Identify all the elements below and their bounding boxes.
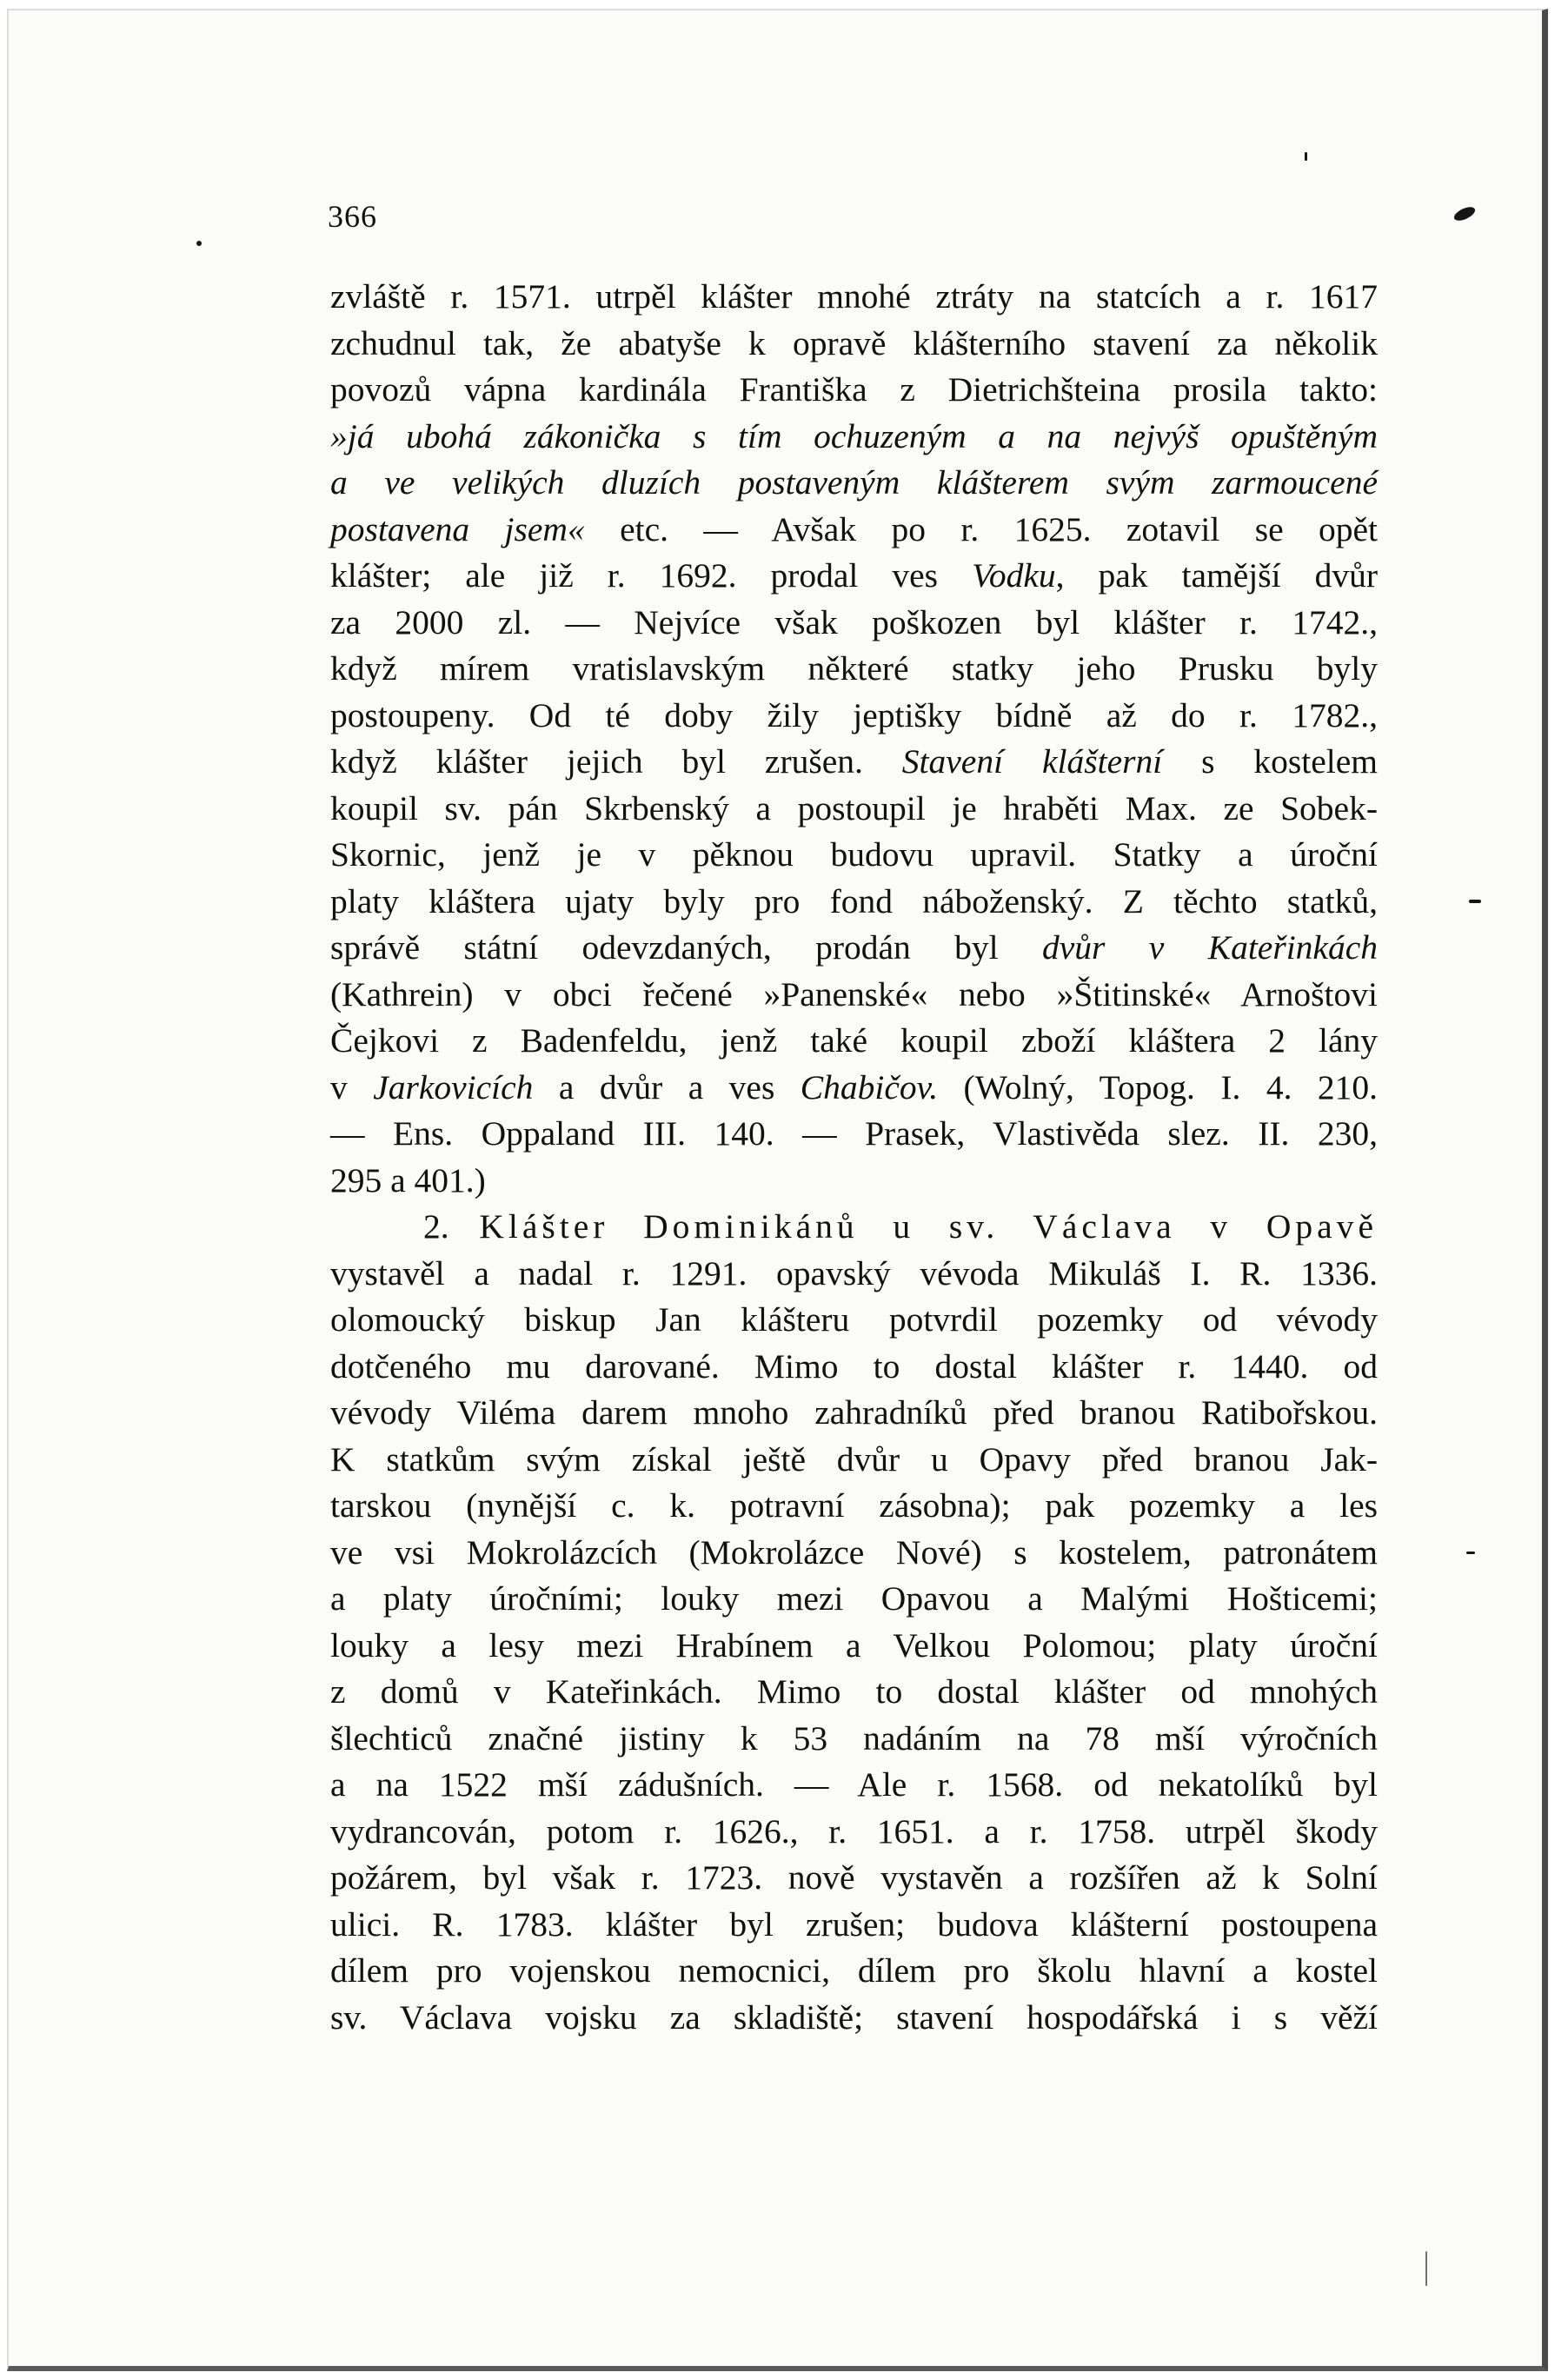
text-line <box>330 1669 1378 1716</box>
scan-speck <box>196 241 202 246</box>
text-segment: ulici. R. 1783. klášter byl zrušen; budova klášterní postoupena <box>330 1904 1378 1944</box>
text-line <box>330 879 1378 926</box>
text-segment: platy kláštera ujaty byly pro fond náboženský. Z těchto statků, <box>330 881 1378 920</box>
text-segment: Čejkovi z Badenfeldu, jenž také koupil zboží kláštera 2 lány <box>330 1021 1378 1060</box>
text-line <box>330 1390 1378 1437</box>
text-segment: vévody Viléma darem mnoho zahradníků před branou Ratibořskou. <box>330 1393 1378 1432</box>
text-segment: když mírem vratislavským některé statky jeho Prusku byly <box>330 649 1378 688</box>
text-segment: vydrancován, potom r. 1626., r. 1651. a r. 1758. utrpěl škody <box>330 1811 1378 1851</box>
italic-text-segment: »já ubohá zákonička s tím ochuzeným a na nejvýš opuštěným <box>330 416 1378 455</box>
text-line <box>330 786 1378 833</box>
page-number: 366 <box>328 199 377 234</box>
text-segment: správě státní odevzdaných, prodán byl <box>330 928 1043 967</box>
text-line <box>330 1855 1378 1902</box>
text-segment: — Ens. Oppaland III. 140. — Prasek, Vlastivěda slez. II. 230, <box>330 1114 1378 1153</box>
text-segment: postoupeny. Od té doby žily jeptišky bídně až do r. 1782., <box>330 695 1378 734</box>
text-segment: a na 1522 mší zádušních. — Ale r. 1568. od nekatolíků byl <box>330 1765 1378 1804</box>
text-segment: louky a lesy mezi Hrabínem a Velkou Polomou; platy úroční <box>330 1625 1378 1665</box>
text-line <box>330 1716 1378 1763</box>
text-line <box>330 321 1378 368</box>
text-segment: vystavěl a nadal r. 1291. opavský vévoda Mikuláš I. R. 1336. <box>330 1253 1378 1293</box>
italic-text-segment: dvůr v Kateřinkách <box>1042 928 1378 967</box>
text-line <box>330 972 1378 1019</box>
text-segment: koupil sv. pán Skrbenský a postoupil je hraběti Max. ze Sobek- <box>330 788 1378 827</box>
text-line <box>330 1158 1378 1205</box>
text-segment: zvláště r. 1571. utrpěl klášter mnohé ztráty na statcích a r. 1617 <box>330 277 1378 316</box>
italic-text-segment: Jarkovicích <box>373 1067 534 1106</box>
body-text <box>330 274 1378 2041</box>
italic-text-segment: a ve velikých dluzích postaveným klášterem svým zarmoucené <box>330 463 1378 502</box>
text-line <box>330 1995 1378 2042</box>
text-line <box>330 739 1378 786</box>
text-line <box>330 1251 1378 1298</box>
text-line <box>330 274 1378 321</box>
text-segment: Skornic, jenž je v pěknou budovu upravil. Statky a úroční <box>330 835 1378 874</box>
text-line <box>330 1297 1378 1344</box>
text-line <box>330 1623 1378 1670</box>
text-segment: dotčeného mu darované. Mimo to dostal klášter r. 1440. od <box>330 1346 1378 1386</box>
text-line <box>330 646 1378 693</box>
text-segment: zchudnul tak, že abatyše k opravě klášterního stavení za několik <box>330 323 1378 362</box>
text-segment: z domů v Kateřinkách. Mimo to dostal klášter od mnohých <box>330 1672 1378 1711</box>
text-segment: , pak tamější dvůr <box>1055 556 1378 595</box>
text-line <box>330 1344 1378 1391</box>
section-heading-text: Klášter Dominikánů u sv. Václava v Opavě <box>479 1207 1378 1246</box>
italic-text-segment: Vodku <box>972 556 1056 595</box>
text-segment: (Kathrein) v obci řečené »Panenské« nebo »Štitinské« Arnoštovi <box>330 974 1378 1013</box>
text-line <box>330 414 1378 461</box>
text-segment: v <box>330 1067 374 1106</box>
italic-text-segment: postavena jsem« <box>330 509 585 548</box>
text-segment: olomoucký biskup Jan klášteru potvrdil pozemky od vévody <box>330 1300 1378 1339</box>
text-segment: dílem pro vojenskou nemocnici, dílem pro školu hlavní a kostel <box>330 1951 1378 1990</box>
italic-text-segment: Stavení klášterní <box>901 742 1163 781</box>
text-line <box>330 600 1378 647</box>
scanned-page <box>7 9 1548 2371</box>
text-line <box>330 1809 1378 1856</box>
text-segment: s kostelem <box>1162 742 1379 781</box>
text-line <box>330 925 1378 972</box>
scan-speck <box>1425 2251 1427 2286</box>
text-segment: a platy úročními; louky mezi Opavou a Malými Hošticemi; <box>330 1579 1378 1618</box>
text-line <box>330 507 1378 554</box>
text-line <box>330 1762 1378 1809</box>
text-line <box>330 1948 1378 1995</box>
text-segment: 295 a 401.) <box>330 1160 486 1199</box>
text-line <box>330 1483 1378 1530</box>
text-line <box>330 1065 1378 1112</box>
italic-text-segment: Chabičov. <box>800 1067 939 1106</box>
text-line <box>330 553 1378 600</box>
text-segment: povozů vápna kardinála Františka z Dietrichšteina prosila takto: <box>330 370 1378 409</box>
text-line <box>330 1576 1378 1623</box>
text-line <box>330 1437 1378 1484</box>
text-segment: tarskou (nynější c. k. potravní zásobna); pak pozemky a les <box>330 1486 1378 1525</box>
text-line <box>330 1018 1378 1065</box>
text-segment: požárem, byl však r. 1723. nově vystavěn a rozšířen až k Solní <box>330 1858 1378 1897</box>
text-line <box>330 693 1378 740</box>
text-line <box>330 367 1378 414</box>
text-line <box>330 832 1378 879</box>
text-line <box>330 1902 1378 1949</box>
scan-speck <box>1469 900 1481 903</box>
text-segment: 2. <box>423 1207 480 1246</box>
text-line <box>330 1204 1378 1251</box>
text-line <box>330 460 1378 507</box>
text-segment: a dvůr a ves <box>533 1067 801 1106</box>
text-segment: sv. Václava vojsku za skladiště; stavení hospodářská i s věží <box>330 1997 1378 2037</box>
text-segment: K statkům svým získal ještě dvůr u Opavy před branou Jak- <box>330 1439 1378 1479</box>
text-segment: (Wolný, Topog. I. 4. 210. <box>938 1067 1379 1106</box>
text-line <box>330 1530 1378 1577</box>
text-segment: etc. — Avšak po r. 1625. zotavil se opět <box>584 509 1378 548</box>
text-segment: ve vsi Mokrolázcích (Mokrolázce Nové) s kostelem, patronátem <box>330 1532 1378 1572</box>
scan-speck <box>1305 152 1307 161</box>
text-line <box>330 1111 1378 1158</box>
text-segment: klášter; ale již r. 1692. prodal ves <box>330 556 973 595</box>
text-segment: za 2000 zl. — Nejvíce však poškozen byl klášter r. 1742., <box>330 602 1378 641</box>
text-segment: když klášter jejich byl zrušen. <box>330 742 902 781</box>
text-segment: šlechticů značné jistiny k 53 nadáním na 78 mší výročních <box>330 1718 1378 1758</box>
scan-speck <box>1466 1552 1475 1554</box>
